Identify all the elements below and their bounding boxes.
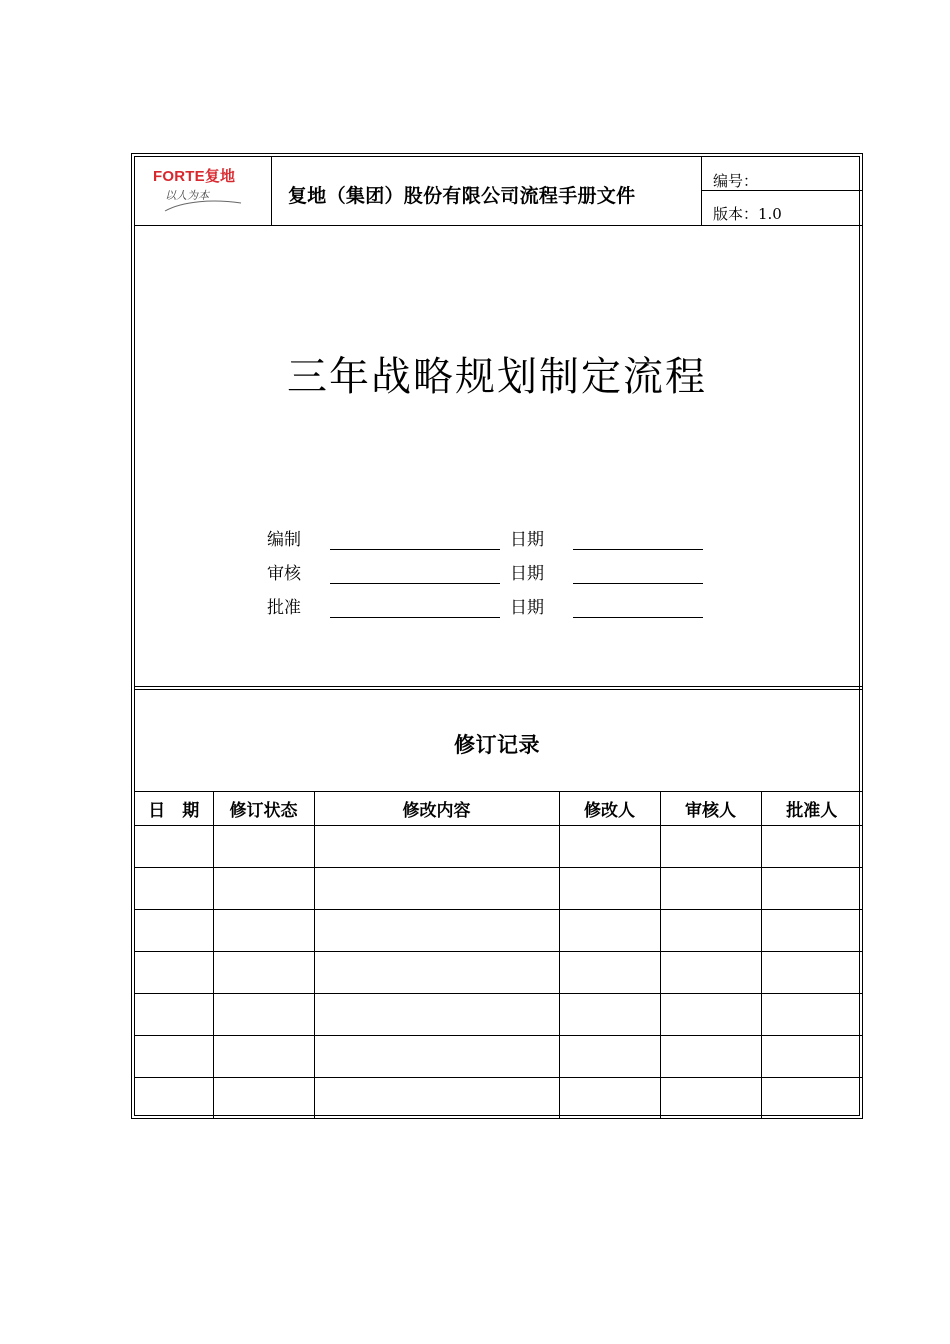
table-cell — [314, 826, 559, 868]
table-cell — [660, 910, 761, 952]
table-cell — [135, 910, 213, 952]
revision-record-title: 修订记录 — [454, 733, 540, 757]
table-cell — [660, 826, 761, 868]
table-cell — [660, 1078, 761, 1120]
column-header-status: 修订状态 — [213, 792, 314, 826]
signoff-date-line — [573, 583, 703, 584]
table-cell — [213, 868, 314, 910]
table-cell — [660, 952, 761, 994]
document-code: 编号： — [713, 172, 759, 190]
logo-signature: 以人为本 — [165, 189, 209, 202]
logo-swoosh-icon — [163, 197, 243, 213]
table-row — [135, 868, 862, 910]
table-cell — [761, 826, 862, 868]
table-cell — [213, 994, 314, 1036]
table-cell — [135, 1036, 213, 1078]
table-cell — [559, 868, 660, 910]
table-cell — [761, 910, 862, 952]
table-row — [135, 994, 862, 1036]
signoff-date-line — [573, 617, 703, 618]
table-cell — [660, 868, 761, 910]
header-divider-right — [701, 157, 702, 225]
table-row — [135, 910, 862, 952]
signoff-role-label: 批准 — [267, 598, 301, 618]
table-row — [135, 952, 862, 994]
signoff-name-line — [330, 583, 500, 584]
table-cell — [559, 910, 660, 952]
table-cell — [314, 1078, 559, 1120]
table-row — [135, 1036, 862, 1078]
section-divider-lower — [135, 689, 862, 690]
document-inner-frame — [134, 156, 860, 1116]
signoff-date-line — [573, 549, 703, 550]
document-frame — [131, 153, 863, 1119]
column-header-modifier: 修改人 — [559, 792, 660, 826]
table-cell — [559, 994, 660, 1036]
table-cell — [213, 1036, 314, 1078]
logo-brand: FORTE复地 — [153, 168, 236, 185]
table-cell — [559, 826, 660, 868]
document-version: 版本：1.0 — [713, 205, 782, 223]
table-cell — [660, 1036, 761, 1078]
table-cell — [761, 868, 862, 910]
table-cell — [135, 994, 213, 1036]
table-cell — [135, 826, 213, 868]
table-cell — [314, 1036, 559, 1078]
table-cell — [135, 952, 213, 994]
signoff-date-label: 日期 — [510, 598, 544, 618]
section-divider-upper — [135, 686, 862, 687]
table-cell — [559, 952, 660, 994]
column-header-date: 日 期 — [135, 792, 213, 826]
column-header-content: 修改内容 — [314, 792, 559, 826]
column-header-reviewer: 审核人 — [660, 792, 761, 826]
table-cell — [559, 1078, 660, 1120]
signoff-date-label: 日期 — [510, 564, 544, 584]
table-cell — [135, 868, 213, 910]
header-bottom-rule — [135, 225, 862, 226]
header-divider-left — [271, 157, 272, 225]
table-cell — [761, 994, 862, 1036]
signoff-role-label: 审核 — [267, 564, 301, 584]
table-cell — [314, 910, 559, 952]
revision-header-row — [135, 792, 862, 826]
signoff-date-label: 日期 — [510, 530, 544, 550]
table-cell — [314, 952, 559, 994]
forte-logo — [153, 163, 253, 217]
table-cell — [559, 1036, 660, 1078]
table-cell — [135, 1078, 213, 1120]
table-cell — [213, 910, 314, 952]
table-cell — [213, 952, 314, 994]
table-cell — [761, 1078, 862, 1120]
signoff-name-line — [330, 617, 500, 618]
table-cell — [761, 952, 862, 994]
document-title: 三年战略规划制定流程 — [287, 354, 707, 400]
table-row — [135, 826, 862, 868]
table-cell — [213, 1078, 314, 1120]
company-title: 复地（集团）股份有限公司流程手册文件 — [288, 185, 636, 207]
table-cell — [660, 994, 761, 1036]
table-cell — [314, 994, 559, 1036]
signoff-name-line — [330, 549, 500, 550]
table-row — [135, 1078, 862, 1120]
revision-table — [135, 791, 862, 1119]
signoff-role-label: 编制 — [267, 530, 301, 550]
column-header-approver: 批准人 — [761, 792, 862, 826]
table-cell — [314, 868, 559, 910]
table-cell — [761, 1036, 862, 1078]
table-cell — [213, 826, 314, 868]
